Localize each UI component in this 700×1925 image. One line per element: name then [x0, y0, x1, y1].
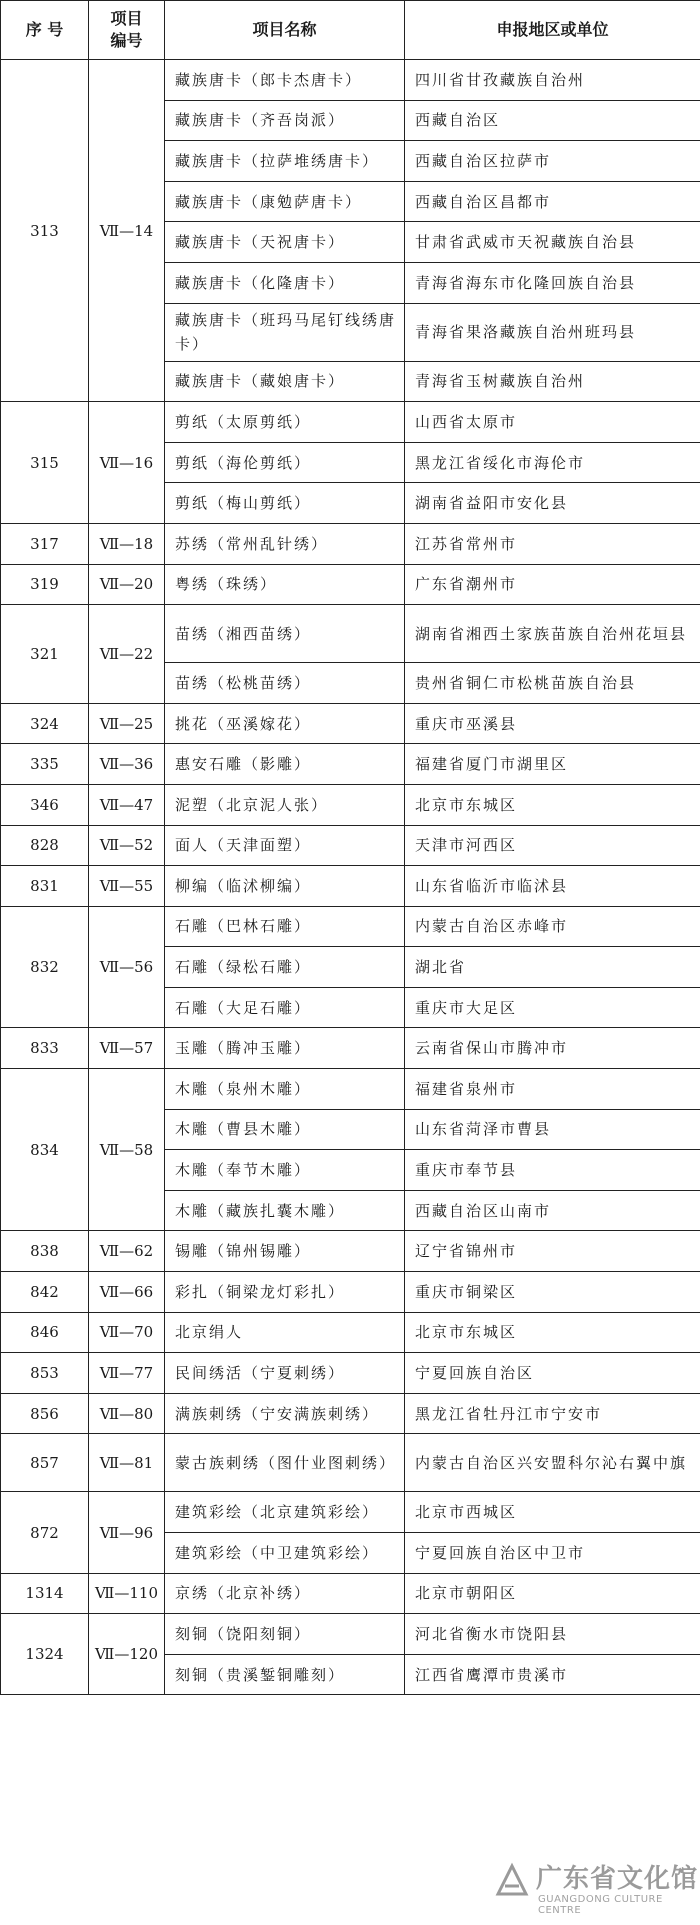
table-row	[1, 1434, 700, 1492]
item-number: 324	[1, 703, 89, 744]
item-code: Ⅶ—36	[89, 744, 165, 785]
table-body	[1, 60, 700, 1695]
project-name: 木雕（曹县木雕）	[165, 1109, 405, 1150]
item-code: Ⅶ—110	[89, 1573, 165, 1614]
project-name: 石雕（绿松石雕）	[165, 947, 405, 988]
project-name: 惠安石雕（影雕）	[165, 744, 405, 785]
project-name: 玉雕（腾冲玉雕）	[165, 1028, 405, 1069]
applicant-region: 内蒙古自治区赤峰市	[405, 906, 700, 947]
applicant-region: 黑龙江省绥化市海伦市	[405, 442, 700, 483]
item-number: 1324	[1, 1614, 89, 1695]
applicant-region: 北京市朝阳区	[405, 1573, 700, 1614]
table-row	[1, 60, 700, 101]
watermark-text: 广东省文化馆	[536, 1864, 699, 1894]
item-code: Ⅶ—77	[89, 1353, 165, 1394]
table-row	[1, 784, 700, 825]
item-number: 842	[1, 1272, 89, 1313]
item-number: 853	[1, 1353, 89, 1394]
project-name: 民间绣活（宁夏刺绣）	[165, 1353, 405, 1394]
table-row	[1, 1231, 700, 1272]
table-row	[1, 744, 700, 785]
item-code: Ⅶ—57	[89, 1028, 165, 1069]
item-code: Ⅶ—55	[89, 866, 165, 907]
applicant-region: 辽宁省锦州市	[405, 1231, 700, 1272]
project-name: 刻铜（贵溪錾铜雕刻）	[165, 1654, 405, 1695]
applicant-region: 四川省甘孜藏族自治州	[405, 60, 700, 101]
table-header-row	[1, 1, 700, 60]
project-name: 满族刺绣（宁安满族刺绣）	[165, 1393, 405, 1434]
applicant-region: 西藏自治区	[405, 100, 700, 141]
applicant-region: 青海省果洛藏族自治州班玛县	[405, 303, 700, 361]
item-number: 335	[1, 744, 89, 785]
project-name: 挑花（巫溪嫁花）	[165, 703, 405, 744]
project-name: 粤绣（珠绣）	[165, 564, 405, 605]
applicant-region: 青海省玉树藏族自治州	[405, 361, 700, 402]
project-name: 藏族唐卡（班玛马尾钉线绣唐卡）	[165, 303, 405, 361]
item-number: 831	[1, 866, 89, 907]
table-row	[1, 1312, 700, 1353]
item-code: Ⅶ—56	[89, 906, 165, 1028]
applicant-region: 湖南省益阳市安化县	[405, 483, 700, 524]
project-name: 苗绣（湘西苗绣）	[165, 605, 405, 663]
project-name: 锡雕（锦州锡雕）	[165, 1231, 405, 1272]
table-row	[1, 564, 700, 605]
applicant-region: 河北省衡水市饶阳县	[405, 1614, 700, 1655]
applicant-region: 北京市东城区	[405, 784, 700, 825]
watermark-subtext: GUANGDONG CULTURE CENTRE	[538, 1894, 663, 1916]
project-name: 彩扎（铜梁龙灯彩扎）	[165, 1272, 405, 1313]
item-number: 846	[1, 1312, 89, 1353]
item-number: 857	[1, 1434, 89, 1492]
applicant-region: 西藏自治区山南市	[405, 1190, 700, 1231]
project-name: 苗绣（松桃苗绣）	[165, 663, 405, 704]
item-code: Ⅶ—47	[89, 784, 165, 825]
item-code: Ⅶ—58	[89, 1069, 165, 1231]
project-name: 藏族唐卡（郎卡杰唐卡）	[165, 60, 405, 101]
applicant-region: 重庆市巫溪县	[405, 703, 700, 744]
table-row	[1, 703, 700, 744]
header-number: 序 号	[1, 1, 89, 60]
applicant-region: 天津市河西区	[405, 825, 700, 866]
item-code: Ⅶ—81	[89, 1434, 165, 1492]
header-code-line: 项目	[110, 9, 143, 28]
item-code: Ⅶ—80	[89, 1393, 165, 1434]
item-code: Ⅶ—52	[89, 825, 165, 866]
applicant-region: 北京市东城区	[405, 1312, 700, 1353]
item-code: Ⅶ—96	[89, 1492, 165, 1573]
project-name: 刻铜（饶阳刻铜）	[165, 1614, 405, 1655]
project-name: 藏族唐卡（齐吾岗派）	[165, 100, 405, 141]
applicant-region: 云南省保山市腾冲市	[405, 1028, 700, 1069]
applicant-region: 江西省鹰潭市贵溪市	[405, 1654, 700, 1695]
table-row	[1, 605, 700, 663]
applicant-region: 西藏自治区拉萨市	[405, 141, 700, 182]
header-project-name: 项目名称	[165, 1, 405, 60]
item-number: 346	[1, 784, 89, 825]
header-region: 申报地区或单位	[405, 1, 700, 60]
item-number: 834	[1, 1069, 89, 1231]
item-number: 1314	[1, 1573, 89, 1614]
table-row	[1, 1614, 700, 1655]
project-name: 京绣（北京补绣）	[165, 1573, 405, 1614]
item-code: Ⅶ—120	[89, 1614, 165, 1695]
applicant-region: 重庆市奉节县	[405, 1150, 700, 1191]
applicant-region: 重庆市铜梁区	[405, 1272, 700, 1313]
applicant-region: 宁夏回族自治区中卫市	[405, 1533, 700, 1574]
project-name: 泥塑（北京泥人张）	[165, 784, 405, 825]
project-name: 柳编（临沭柳编）	[165, 866, 405, 907]
applicant-region: 福建省泉州市	[405, 1069, 700, 1110]
item-number: 833	[1, 1028, 89, 1069]
applicant-region: 福建省厦门市湖里区	[405, 744, 700, 785]
header-code-line: 编号	[110, 31, 143, 50]
applicant-region: 西藏自治区昌都市	[405, 181, 700, 222]
project-name: 剪纸（海伦剪纸）	[165, 442, 405, 483]
item-number: 315	[1, 402, 89, 524]
watermark	[488, 1856, 700, 1925]
applicant-region: 广东省潮州市	[405, 564, 700, 605]
applicant-region: 重庆市大足区	[405, 987, 700, 1028]
applicant-region: 山西省太原市	[405, 402, 700, 443]
applicant-region: 湖北省	[405, 947, 700, 988]
applicant-region: 青海省海东市化隆回族自治县	[405, 262, 700, 303]
culture-centre-logo-icon	[492, 1860, 532, 1900]
table-row	[1, 1028, 700, 1069]
applicant-region: 内蒙古自治区兴安盟科尔沁右翼中旗	[405, 1434, 700, 1492]
applicant-region: 湖南省湘西土家族苗族自治州花垣县	[405, 605, 700, 663]
applicant-region: 山东省临沂市临沭县	[405, 866, 700, 907]
item-code: Ⅶ—18	[89, 523, 165, 564]
applicant-region: 宁夏回族自治区	[405, 1353, 700, 1394]
applicant-region: 山东省菏泽市曹县	[405, 1109, 700, 1150]
item-code: Ⅶ—20	[89, 564, 165, 605]
project-name: 北京绢人	[165, 1312, 405, 1353]
project-name: 苏绣（常州乱针绣）	[165, 523, 405, 564]
item-number: 838	[1, 1231, 89, 1272]
item-code: Ⅶ—66	[89, 1272, 165, 1313]
table-row	[1, 1069, 700, 1110]
applicant-region: 江苏省常州市	[405, 523, 700, 564]
applicant-region: 甘肃省武威市天祝藏族自治县	[405, 222, 700, 263]
project-name: 蒙古族刺绣（图什业图刺绣）	[165, 1434, 405, 1492]
project-name: 木雕（泉州木雕）	[165, 1069, 405, 1110]
table-row	[1, 402, 700, 443]
project-name: 剪纸（太原剪纸）	[165, 402, 405, 443]
item-number: 872	[1, 1492, 89, 1573]
table-row	[1, 906, 700, 947]
project-name: 藏族唐卡（藏娘唐卡）	[165, 361, 405, 402]
project-name: 面人（天津面塑）	[165, 825, 405, 866]
header-code	[89, 1, 165, 60]
item-code: Ⅶ—25	[89, 703, 165, 744]
applicant-region: 黑龙江省牡丹江市宁安市	[405, 1393, 700, 1434]
applicant-region: 贵州省铜仁市松桃苗族自治县	[405, 663, 700, 704]
project-name: 建筑彩绘（北京建筑彩绘）	[165, 1492, 405, 1533]
table-row	[1, 1272, 700, 1313]
table-row	[1, 1492, 700, 1533]
project-name: 石雕（大足石雕）	[165, 987, 405, 1028]
table-row	[1, 1353, 700, 1394]
item-code: Ⅶ—62	[89, 1231, 165, 1272]
item-number: 313	[1, 60, 89, 402]
table-row	[1, 1393, 700, 1434]
project-name: 藏族唐卡（天祝唐卡）	[165, 222, 405, 263]
item-number: 856	[1, 1393, 89, 1434]
applicant-region: 北京市西城区	[405, 1492, 700, 1533]
item-code: Ⅶ—22	[89, 605, 165, 704]
item-code: Ⅶ—70	[89, 1312, 165, 1353]
item-number: 319	[1, 564, 89, 605]
table-row	[1, 523, 700, 564]
table-row	[1, 866, 700, 907]
project-name: 剪纸（梅山剪纸）	[165, 483, 405, 524]
project-name: 木雕（奉节木雕）	[165, 1150, 405, 1191]
item-number: 321	[1, 605, 89, 704]
item-code: Ⅶ—16	[89, 402, 165, 524]
project-name: 藏族唐卡（康勉萨唐卡）	[165, 181, 405, 222]
project-name: 建筑彩绘（中卫建筑彩绘）	[165, 1533, 405, 1574]
project-name: 藏族唐卡（化隆唐卡）	[165, 262, 405, 303]
table-row	[1, 1573, 700, 1614]
item-number: 832	[1, 906, 89, 1028]
project-name: 藏族唐卡（拉萨堆绣唐卡）	[165, 141, 405, 182]
project-name: 木雕（藏族扎囊木雕）	[165, 1190, 405, 1231]
item-number: 317	[1, 523, 89, 564]
item-code: Ⅶ—14	[89, 60, 165, 402]
table-row	[1, 825, 700, 866]
item-number: 828	[1, 825, 89, 866]
project-name: 石雕（巴林石雕）	[165, 906, 405, 947]
